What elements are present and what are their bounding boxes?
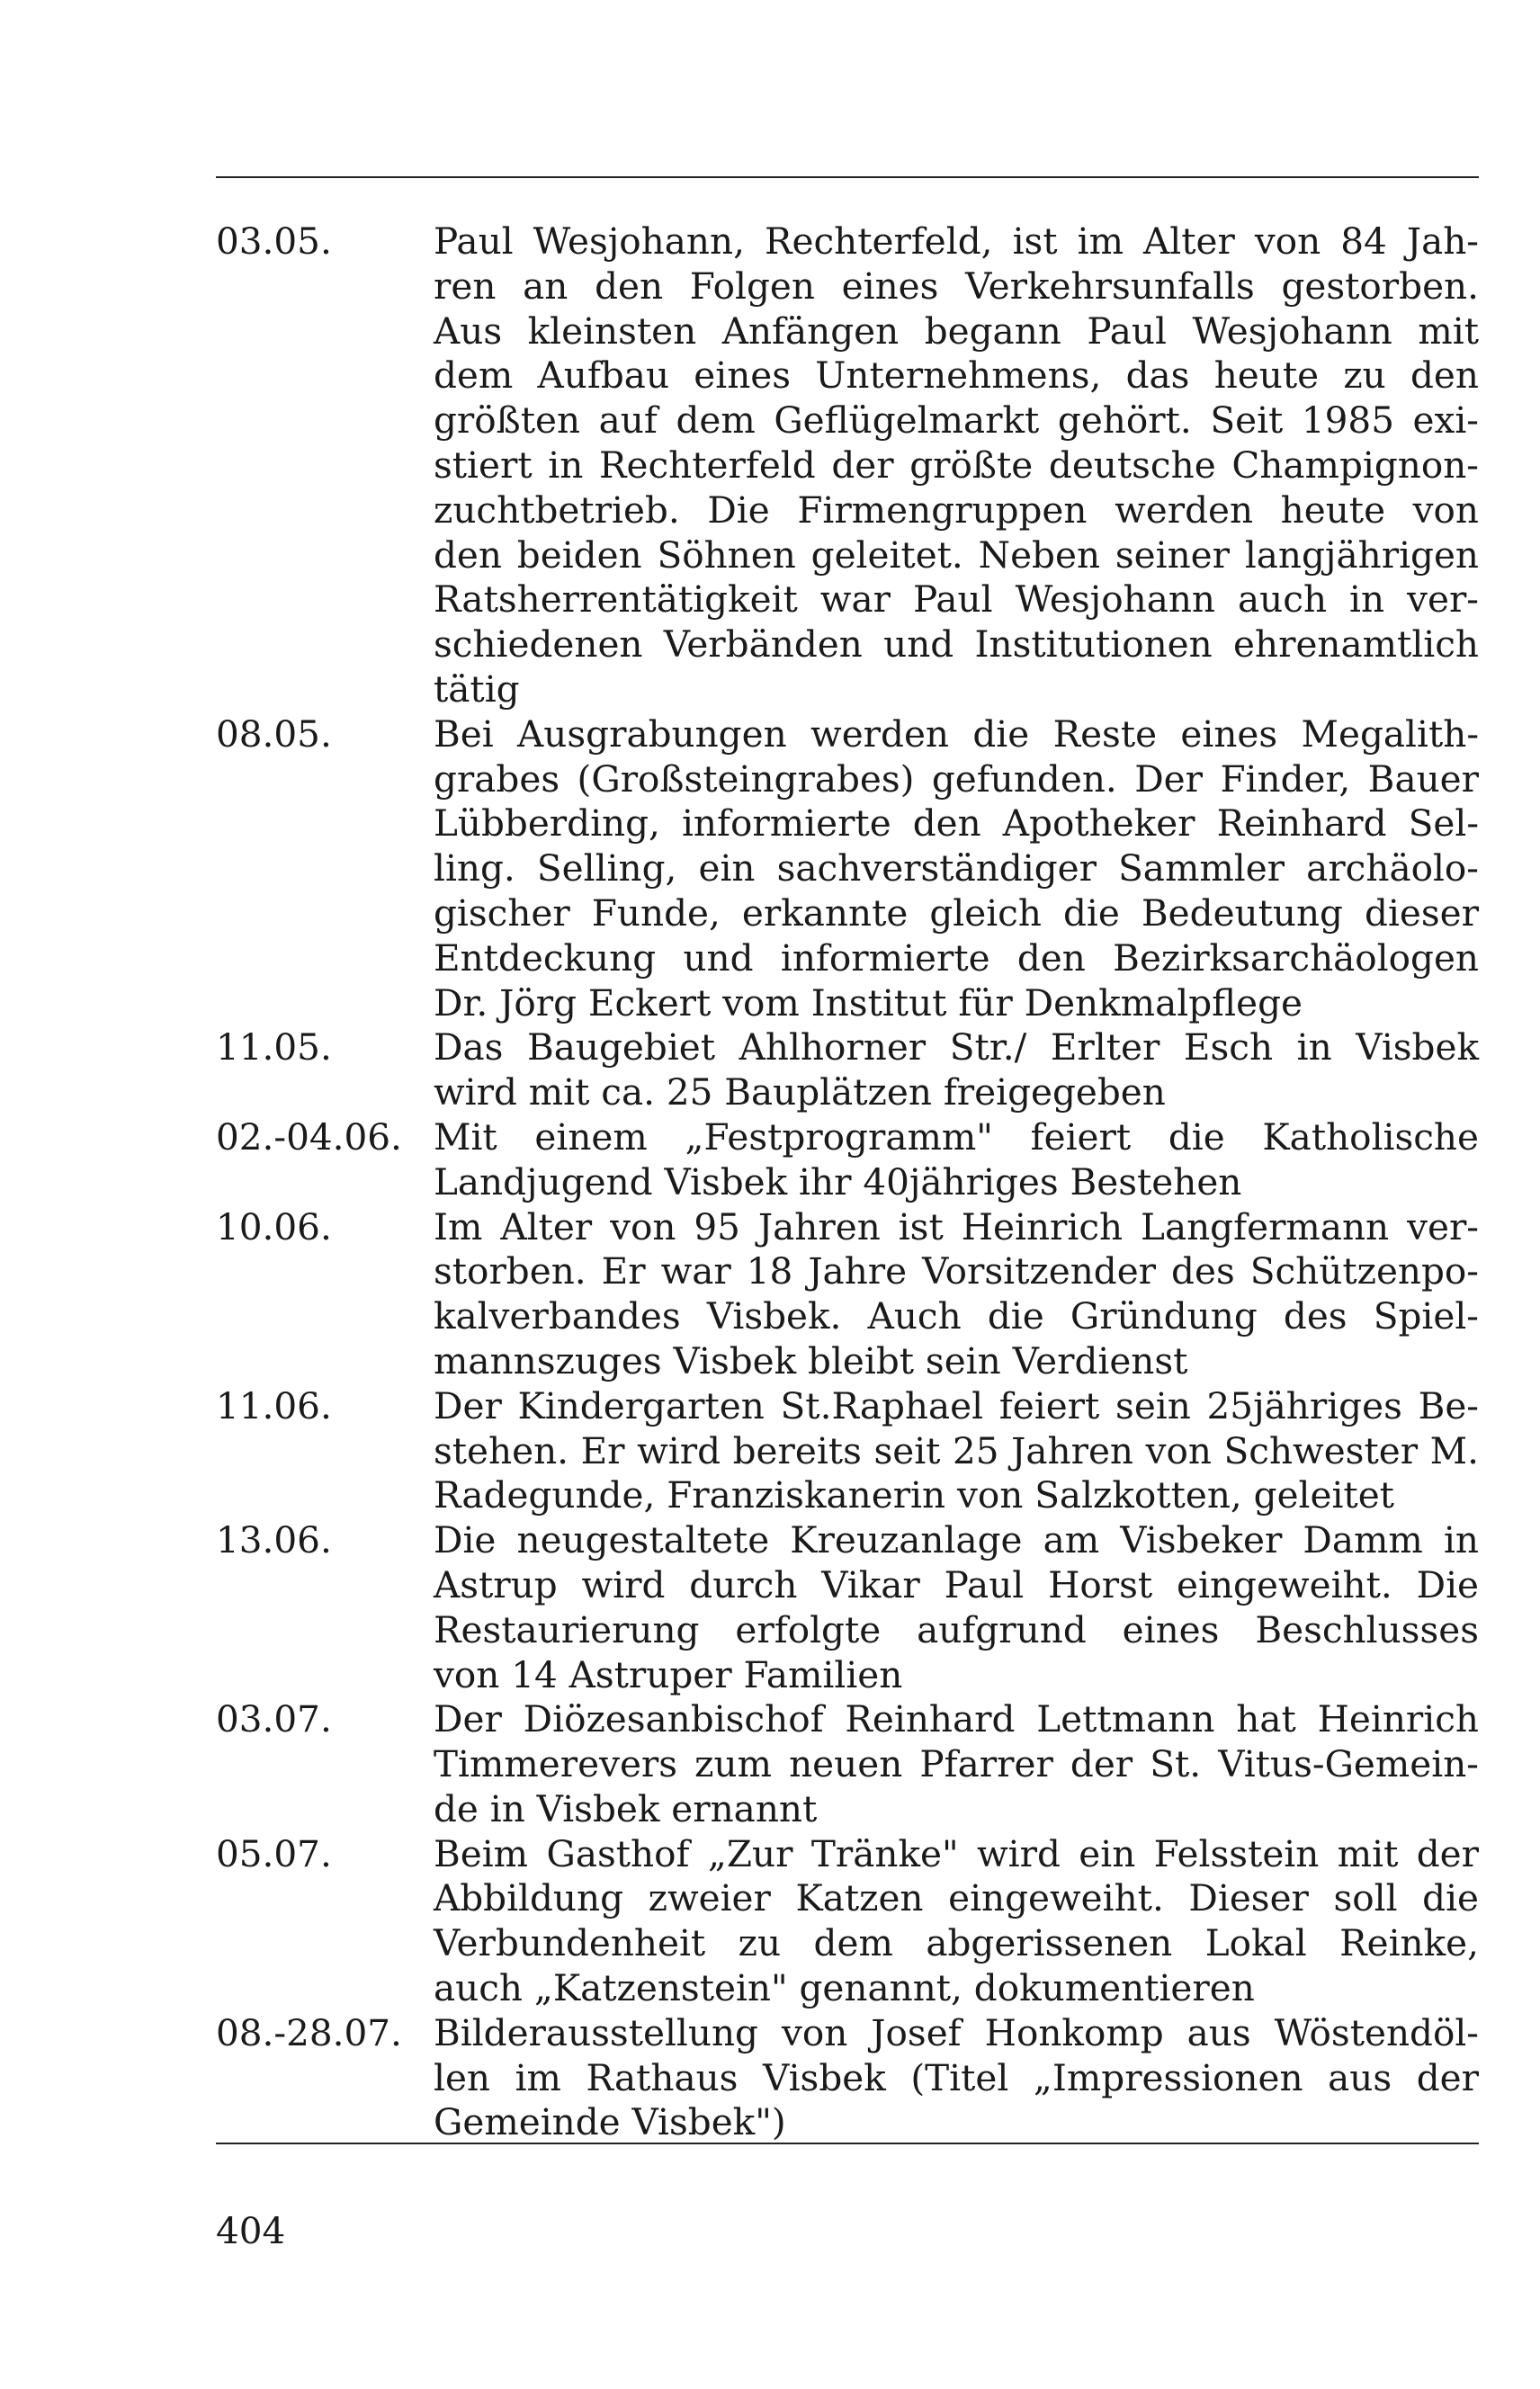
chronicle-entry (216, 1025, 1479, 1115)
entry-text-line: storben. Er war 18 Jahre Vorsitzender des Schützenpo- (434, 1249, 1479, 1293)
entry-text-line: Im Alter von 95 Jahren ist Heinrich Langfermann ver- (434, 1204, 1479, 1248)
entry-text (434, 1697, 1479, 1831)
entry-text (434, 1205, 1479, 1384)
entry-text-line: Lübberding, informierte den Apotheker Reinhard Sel- (434, 801, 1479, 846)
chronicle-list (216, 219, 1479, 2145)
entry-date: 13.06. (216, 1518, 332, 1562)
entry-text-line: ren an den Folgen eines Verkehrsunfalls gestorben. (434, 264, 1479, 308)
entry-text-line: Der Diözesanbischof Reinhard Lettmann hat Heinrich (434, 1697, 1479, 1741)
entry-text-line: zuchtbetrieb. Die Firmengruppen werden heute von (434, 488, 1479, 532)
chronicle-entry (216, 1832, 1479, 2011)
entry-text-line: schiedenen Verbänden und Institutionen ehrenamtlich (434, 622, 1479, 667)
entry-date: 10.06. (216, 1204, 332, 1248)
entry-text-line: Bei Ausgrabungen werden die Reste eines Megalith- (434, 711, 1479, 756)
entry-text-line: Der Kindergarten St.Raphael feiert sein 25jähriges Be- (434, 1383, 1479, 1427)
entry-text-line: Ratsherrentätigkeit war Paul Wesjohann auch in ver- (434, 577, 1479, 622)
page-number: 404 (216, 2209, 286, 2252)
entry-text-line: grabes (Großsteingrabes) gefunden. Der Finder, Bauer (434, 756, 1479, 801)
entry-text (434, 1384, 1479, 1518)
entry-text-line: Dr. Jörg Eckert vom Institut für Denkmalpflege (434, 980, 1303, 1024)
entry-text-line: den beiden Söhnen geleitet. Neben seiner langjährigen (434, 532, 1479, 577)
bottom-rule (216, 2143, 1479, 2144)
entry-text-line: Beim Gasthof „Zur Tränke" wird ein Felsstein mit der (434, 1831, 1479, 1875)
entry-date: 03.05. (216, 219, 332, 263)
entry-text (434, 712, 1479, 1026)
entry-date: 05.07. (216, 1831, 332, 1875)
entry-text-line: Verbundenheit zu dem abgerissenen Lokal Reinke, (434, 1921, 1479, 1965)
entry-text-line: Abbildung zweier Katzen eingeweiht. Dieser soll die (434, 1876, 1479, 1920)
entry-text-line: Das Baugebiet Ahlhorner Str./ Erlter Esch in Visbek (434, 1025, 1479, 1069)
entry-text-line: Landjugend Visbek ihr 40jähriges Bestehen (434, 1159, 1242, 1203)
entry-text-line: Entdeckung und informierte den Bezirksarchäologen (434, 935, 1479, 980)
top-rule (216, 176, 1479, 178)
entry-text (434, 1832, 1479, 2011)
entry-text-line: Astrup wird durch Vikar Paul Horst eingeweiht. Die (434, 1562, 1479, 1606)
chronicle-entry (216, 1384, 1479, 1518)
entry-text-line: von 14 Astruper Familien (434, 1652, 903, 1696)
entry-text-line: de in Visbek ernannt (434, 1786, 818, 1830)
entry-date: 11.05. (216, 1025, 332, 1069)
entry-text-line: dem Aufbau eines Unternehmens, das heute zu den (434, 353, 1479, 398)
chronicle-entry (216, 2011, 1479, 2145)
chronicle-entry (216, 712, 1479, 1026)
entry-text (434, 1518, 1479, 1697)
entry-text-line: stehen. Er wird bereits seit 25 Jahren von Schwester M. (434, 1428, 1479, 1472)
entry-text-line: Die neugestaltete Kreuzanlage am Visbeker Damm in (434, 1518, 1479, 1562)
entry-text-line: größten auf dem Geflügelmarkt gehört. Seit 1985 exi- (434, 398, 1479, 443)
entry-text (434, 1115, 1479, 1205)
entry-text-line: stiert in Rechterfeld der größte deutsche Champignon- (434, 443, 1479, 487)
entry-date: 11.06. (216, 1383, 332, 1427)
entry-text-line: wird mit ca. 25 Bauplätzen freigegeben (434, 1070, 1166, 1114)
entry-text-line: Restaurierung erfolgte aufgrund eines Beschlusses (434, 1607, 1479, 1651)
entry-text-line: ling. Selling, ein sachverständiger Sammler archäolo- (434, 846, 1479, 890)
entry-text-line: Bilderausstellung von Josef Honkomp aus Wöstendöl- (434, 2010, 1479, 2054)
entry-text-line: Timmerevers zum neuen Pfarrer der St. Vitus-Gemein- (434, 1742, 1479, 1786)
chronicle-entry (216, 1697, 1479, 1831)
entry-text (434, 1025, 1479, 1115)
chronicle-entry (216, 219, 1479, 712)
entry-text-line: mannszuges Visbek bleibt sein Verdienst (434, 1338, 1188, 1382)
entry-text-line: Mit einem „Festprogramm" feiert die Katholische (434, 1114, 1479, 1159)
entry-text-line: Paul Wesjohann, Rechterfeld, ist im Alter von 84 Jah- (434, 219, 1479, 263)
entry-date: 03.07. (216, 1697, 332, 1741)
entry-date: 02.-04.06. (216, 1114, 402, 1159)
entry-text-line: Radegunde, Franziskanerin von Salzkotten, geleitet (434, 1473, 1394, 1517)
entry-text-line: tätig (434, 667, 520, 711)
chronicle-entry (216, 1518, 1479, 1697)
entry-text-line: Aus kleinsten Anfängen begann Paul Wesjohann mit (434, 309, 1479, 353)
entry-text-line: Gemeinde Visbek") (434, 2100, 786, 2144)
entry-date: 08.-28.07. (216, 2010, 402, 2054)
entry-text-line: len im Rathaus Visbek (Titel „Impressionen aus der (434, 2055, 1479, 2099)
entry-text-line: auch „Katzenstein" genannt, dokumentieren (434, 1966, 1255, 2010)
entry-text (434, 219, 1479, 712)
entry-text-line: gischer Funde, erkannte gleich die Bedeutung dieser (434, 890, 1479, 935)
entry-date: 08.05. (216, 711, 332, 756)
entry-text (434, 2011, 1479, 2145)
chronicle-entry (216, 1205, 1479, 1384)
chronicle-entry (216, 1115, 1479, 1205)
entry-text-line: kalverbandes Visbek. Auch die Gründung des Spiel- (434, 1294, 1479, 1338)
